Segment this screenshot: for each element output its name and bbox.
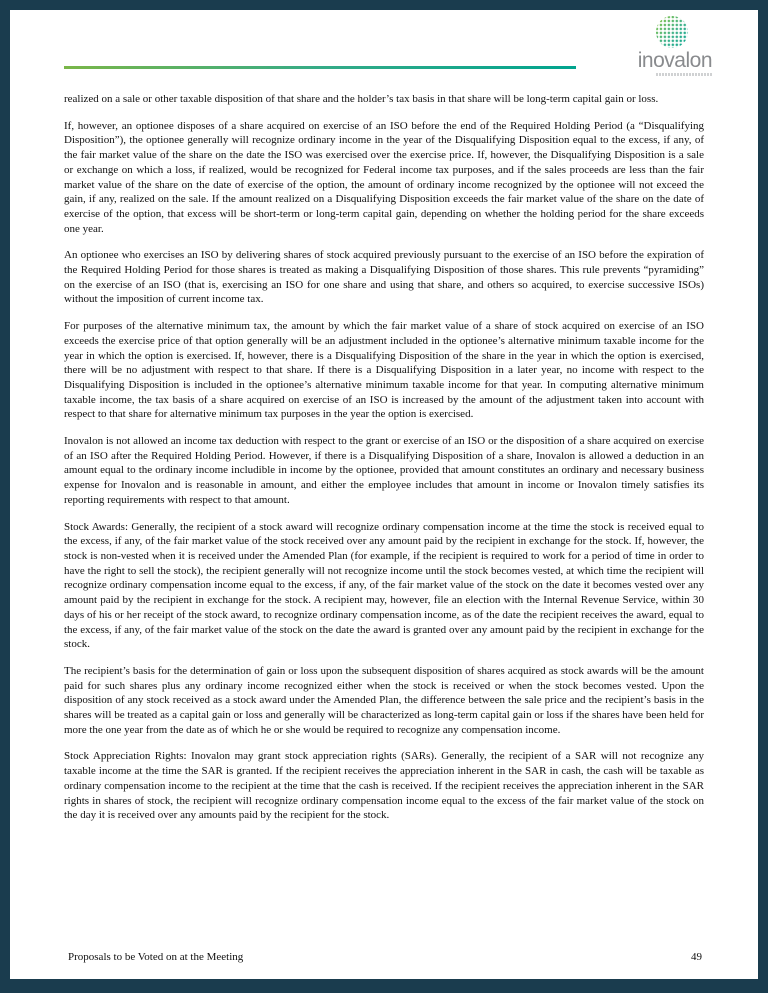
page-header (10, 10, 758, 79)
paragraph: If, however, an optionee disposes of a share acquired on exercise of an ISO before the end of the Required Holding Period (a “Disqualifying Disposition”), the optionee generally will recognize ordinary income in the year of the Disqualifying Disposition equal to the excess, if any, of the fair market value of the share on the date the ISO was exercised over the exercise price. If, however, the Disqualifying Disposition is a sale or exchange on which a loss, if realized, would be recognized for Federal income tax purposes, and if the sales proceeds are less than the fair market value of the share on the date of exercise of the option, the amount of ordinary income recognized by the optionee will not exceed the gain, if any, realized on the sale. If the amount realized on a Disqualifying Disposition exceeds the fair market value of the share on the date of exercise of the option, that excess will be short-term or long-term capital gain, depending on whether the holding period for the share exceeds one year. (64, 119, 704, 235)
document-page (10, 10, 758, 979)
page-footer (10, 951, 758, 979)
paragraph: realized on a sale or other taxable disposition of that share and the holder’s tax basis in that share will be long-term capital gain or loss. (64, 93, 659, 105)
paragraph: Stock Appreciation Rights: Inovalon may grant stock appreciation rights (SARs). Generally, the recipient of a SAR will not recognize any taxable income at the time the SAR is granted. If the recipient receives the appreciation inherent in the SAR in cash, the cash will be taxable as ordinary compensation income to the recipient at the time that the cash is received. If the recipient receives the appreciation inherent in the SAR rights in shares of stock, the recipient will recognize ordinary compensation income equal to the excess of the fair market value of the stock on the day it is received over any amounts paid by the recipient for the stock. (64, 750, 704, 822)
logo-wordmark: inovalon (637, 49, 712, 72)
document-body (10, 79, 758, 951)
paragraph: The recipient’s basis for the determination of gain or loss upon the subsequent disposition of shares acquired as stock awards will be the amount paid for such shares plus any ordinary income recognized either when the stock is received or when the stock becomes vested. Upon the disposition of any stock received as a stock award under the Amended Plan, the difference between the sale price and the recipient’s basis in the shares will be treated as a capital gain or loss and generally will be characterized as long-term capital gain or loss if the shares have been held for more the one year from the date as of which he or she would be required to recognize any compensation income. (64, 664, 704, 736)
paragraph: For purposes of the alternative minimum tax, the amount by which the fair market value of a share of stock acquired on exercise of an ISO exceeds the exercise price of that option generally will be an adjustment included in the optionee’s alternative minimum taxable income for the year in which the option is exercised. If, however, there is a Disqualifying Disposition of the share in the year in which the option is exercised, there will be no adjustment with respect to that share. If there is a Disqualifying Disposition in a later year, no income with respect to the Disqualifying Disposition is included in the optionee’s alternative minimum taxable income for that year. In computing alternative minimum taxable income, the tax basis of a share acquired on exercise of an ISO is increased by the amount of the adjustment taken into account with respect to that share for alternative minimum tax purposes in the year the option is exercised. (64, 320, 704, 421)
paragraph: Stock Awards: Generally, the recipient of a stock award will recognize ordinary compensation income at the time the stock is received equal to the excess, if any, of the fair market value of the stock received over any amount paid by the recipient in exchange for the stock. If, however, the stock is non-vested when it is received under the Amended Plan (for example, if the recipient is required to work for a period of time in order to have the right to sell the stock), the recipient generally will not recognize income until the stock becomes vested, at which time the recipient will recognize ordinary compensation income equal to the excess, if any, of the fair market value of the stock on the date it becomes vested over any amount paid by the recipient in exchange for the stock. A recipient may, however, file an election with the Internal Revenue Service, within 30 days of his or her receipt of the stock award, to recognize ordinary compensation income, as of the date the recipient receives the award, equal to the excess, if any, of the fair market value of the stock on the date the award is granted over any amount paid by the recipient in exchange for the stock. (64, 520, 704, 651)
paragraph: Inovalon is not allowed an income tax deduction with respect to the grant or exercise of an ISO or the disposition of a share acquired on exercise of an ISO after the Required Holding Period. However, if there is a Disqualifying Disposition of a share, Inovalon is allowed a deduction in an amount equal to the ordinary income includible in income by the optionee, provided that amount constitutes an ordinary and necessary business expense for Inovalon and is reasonable in amount, and either the employee includes that amount in income or Inovalon timely satisfies its reporting requirements with respect to that amount. (64, 435, 704, 506)
logo-tagline (656, 73, 712, 76)
paragraph: An optionee who exercises an ISO by delivering shares of stock acquired previously pursuant to the exercise of an ISO before the expiration of the Required Holding Period for those shares is treated as making a Disqualifying Disposition of those shares. This rule prevents “pyramiding” on the exercise of an ISO (that is, exercising an ISO for one share and using that share, and others so acquired, to exercise successive ISOs) without the imposition of current income tax. (64, 249, 704, 306)
inovalon-logo (638, 15, 712, 76)
logo-dot-sphere-icon (655, 15, 689, 49)
footer-page-number: 49 (691, 951, 702, 963)
footer-section-title: Proposals to be Voted on at the Meeting (68, 951, 244, 963)
header-accent-rule (64, 66, 576, 69)
